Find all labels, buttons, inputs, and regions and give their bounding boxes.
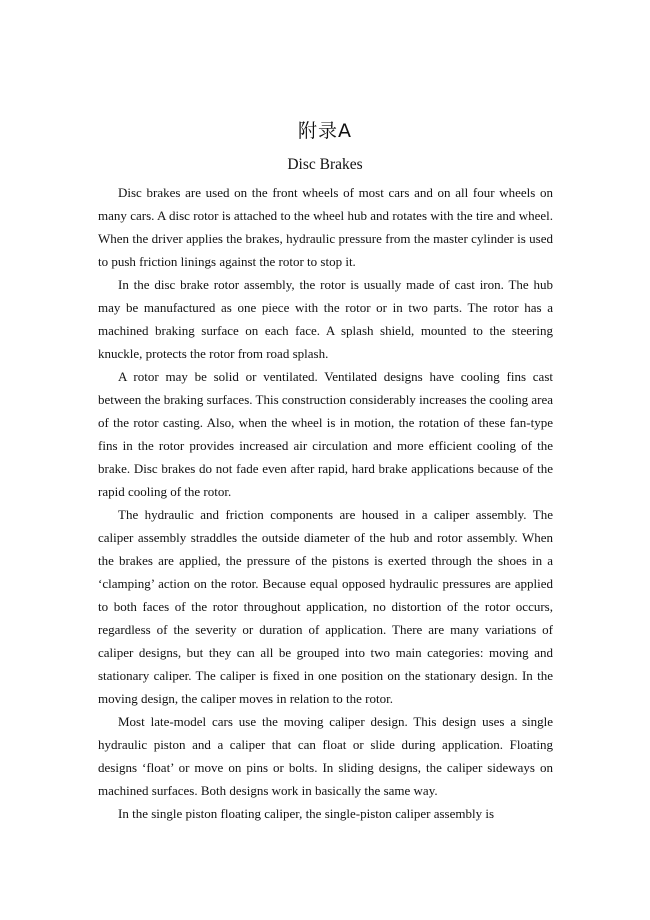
paragraph: Most late-model cars use the moving caliper design. This design uses a single hydraulic piston and a caliper that can float or slide during application. Floating designs ‘float’ or move on pins or bolts. In sliding designs, the caliper sideways on machined surfaces. Both designs work in basically the same way. [98,714,553,798]
document-title: Disc Brakes [287,156,363,173]
paragraph: The hydraulic and friction components are housed in a caliper assembly. The caliper assembly straddles the outside diameter of the hub and rotor assembly. When the brakes are applied, the pressure of the pistons is exerted through the shoes in a ‘clamping’ action on the rotor. Because equal opposed hydraulic pressures are applied to both faces of the rotor throughout application, no distortion of the rotor occurs, regardless of the severity or duration of application. There are many variations of caliper designs, but they can all be grouped into two main categories: moving and stationary caliper. The caliper is fixed in one position on the stationary design. In the moving design, the caliper moves in relation to the rotor. [98,507,553,706]
appendix-title: 附录A [298,120,352,142]
paragraph: Disc brakes are used on the front wheels of most cars and on all four wheels on many cars. A disc rotor is attached to the wheel hub and rotates with the tire and wheel. When the driver applies the brakes, hydraulic pressure from the master cylinder is used to push friction linings against the rotor to stop it. [98,185,553,269]
paragraph: In the single piston floating caliper, the single-piston caliper assembly is [118,806,495,821]
body-text [98,181,553,825]
paragraph: A rotor may be solid or ventilated. Ventilated designs have cooling fins cast between the braking surfaces. This construction considerably increases the cooling area of the rotor casting. Also, when the wheel is in motion, the rotation of these fan-type fins in the rotor provides increased air circulation and more efficient cooling of the brake. Disc brakes do not fade even after rapid, hard brake applications because of the rapid cooling of the rotor. [98,369,553,499]
paragraph: In the disc brake rotor assembly, the rotor is usually made of cast iron. The hub may be manufactured as one piece with the rotor or in two parts. The rotor has a machined braking surface on each face. A splash shield, mounted to the steering knuckle, protects the rotor from road splash. [98,277,553,361]
